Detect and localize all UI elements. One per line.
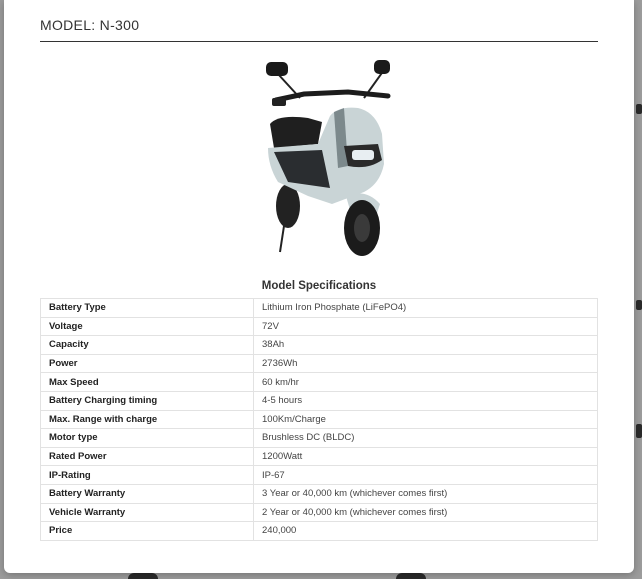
specs-table (40, 298, 598, 541)
table-row (41, 336, 598, 355)
table-row (41, 429, 598, 448)
spec-label: Price (41, 522, 254, 541)
table-row (41, 391, 598, 410)
spec-value: 38Ah (254, 336, 598, 355)
spec-value: 3 Year or 40,000 km (whichever comes first) (254, 484, 598, 503)
spec-label: Power (41, 354, 254, 373)
spec-value: 4-5 hours (254, 391, 598, 410)
table-row (41, 466, 598, 485)
spec-label: Motor type (41, 429, 254, 448)
spec-label: Voltage (41, 317, 254, 336)
table-row (41, 373, 598, 392)
spec-label: Max Speed (41, 373, 254, 392)
table-row (41, 317, 598, 336)
table-row (41, 484, 598, 503)
spec-label: Rated Power (41, 447, 254, 466)
spec-label: Vehicle Warranty (41, 503, 254, 522)
table-row (41, 503, 598, 522)
spec-label: IP-Rating (41, 466, 254, 485)
spec-value: Brushless DC (BLDC) (254, 429, 598, 448)
spec-label: Max. Range with charge (41, 410, 254, 429)
background-fragment (636, 104, 642, 114)
table-row (41, 522, 598, 541)
model-title: MODEL: N-300 (40, 17, 140, 33)
spec-label: Battery Type (41, 299, 254, 318)
table-row (41, 354, 598, 373)
spec-label: Capacity (41, 336, 254, 355)
spec-value: Lithium Iron Phosphate (LiFePO4) (254, 299, 598, 318)
spec-value: 60 km/hr (254, 373, 598, 392)
scooter-image (248, 56, 400, 266)
background-fragment (128, 573, 158, 579)
title-divider (40, 41, 598, 42)
spec-value: 2736Wh (254, 354, 598, 373)
background-fragment (636, 424, 642, 438)
spec-value: 100Km/Charge (254, 410, 598, 429)
table-row (41, 410, 598, 429)
table-row (41, 299, 598, 318)
spec-label: Battery Charging timing (41, 391, 254, 410)
spec-value: 72V (254, 317, 598, 336)
background-fragment (396, 573, 426, 579)
spec-value: 1200Watt (254, 447, 598, 466)
spec-value: 240,000 (254, 522, 598, 541)
table-row (41, 447, 598, 466)
background-fragment (636, 300, 642, 310)
spec-label: Battery Warranty (41, 484, 254, 503)
specs-heading: Model Specifications (261, 280, 377, 292)
spec-value: 2 Year or 40,000 km (whichever comes first) (254, 503, 598, 522)
model-details-modal (4, 0, 634, 573)
spec-value: IP-67 (254, 466, 598, 485)
